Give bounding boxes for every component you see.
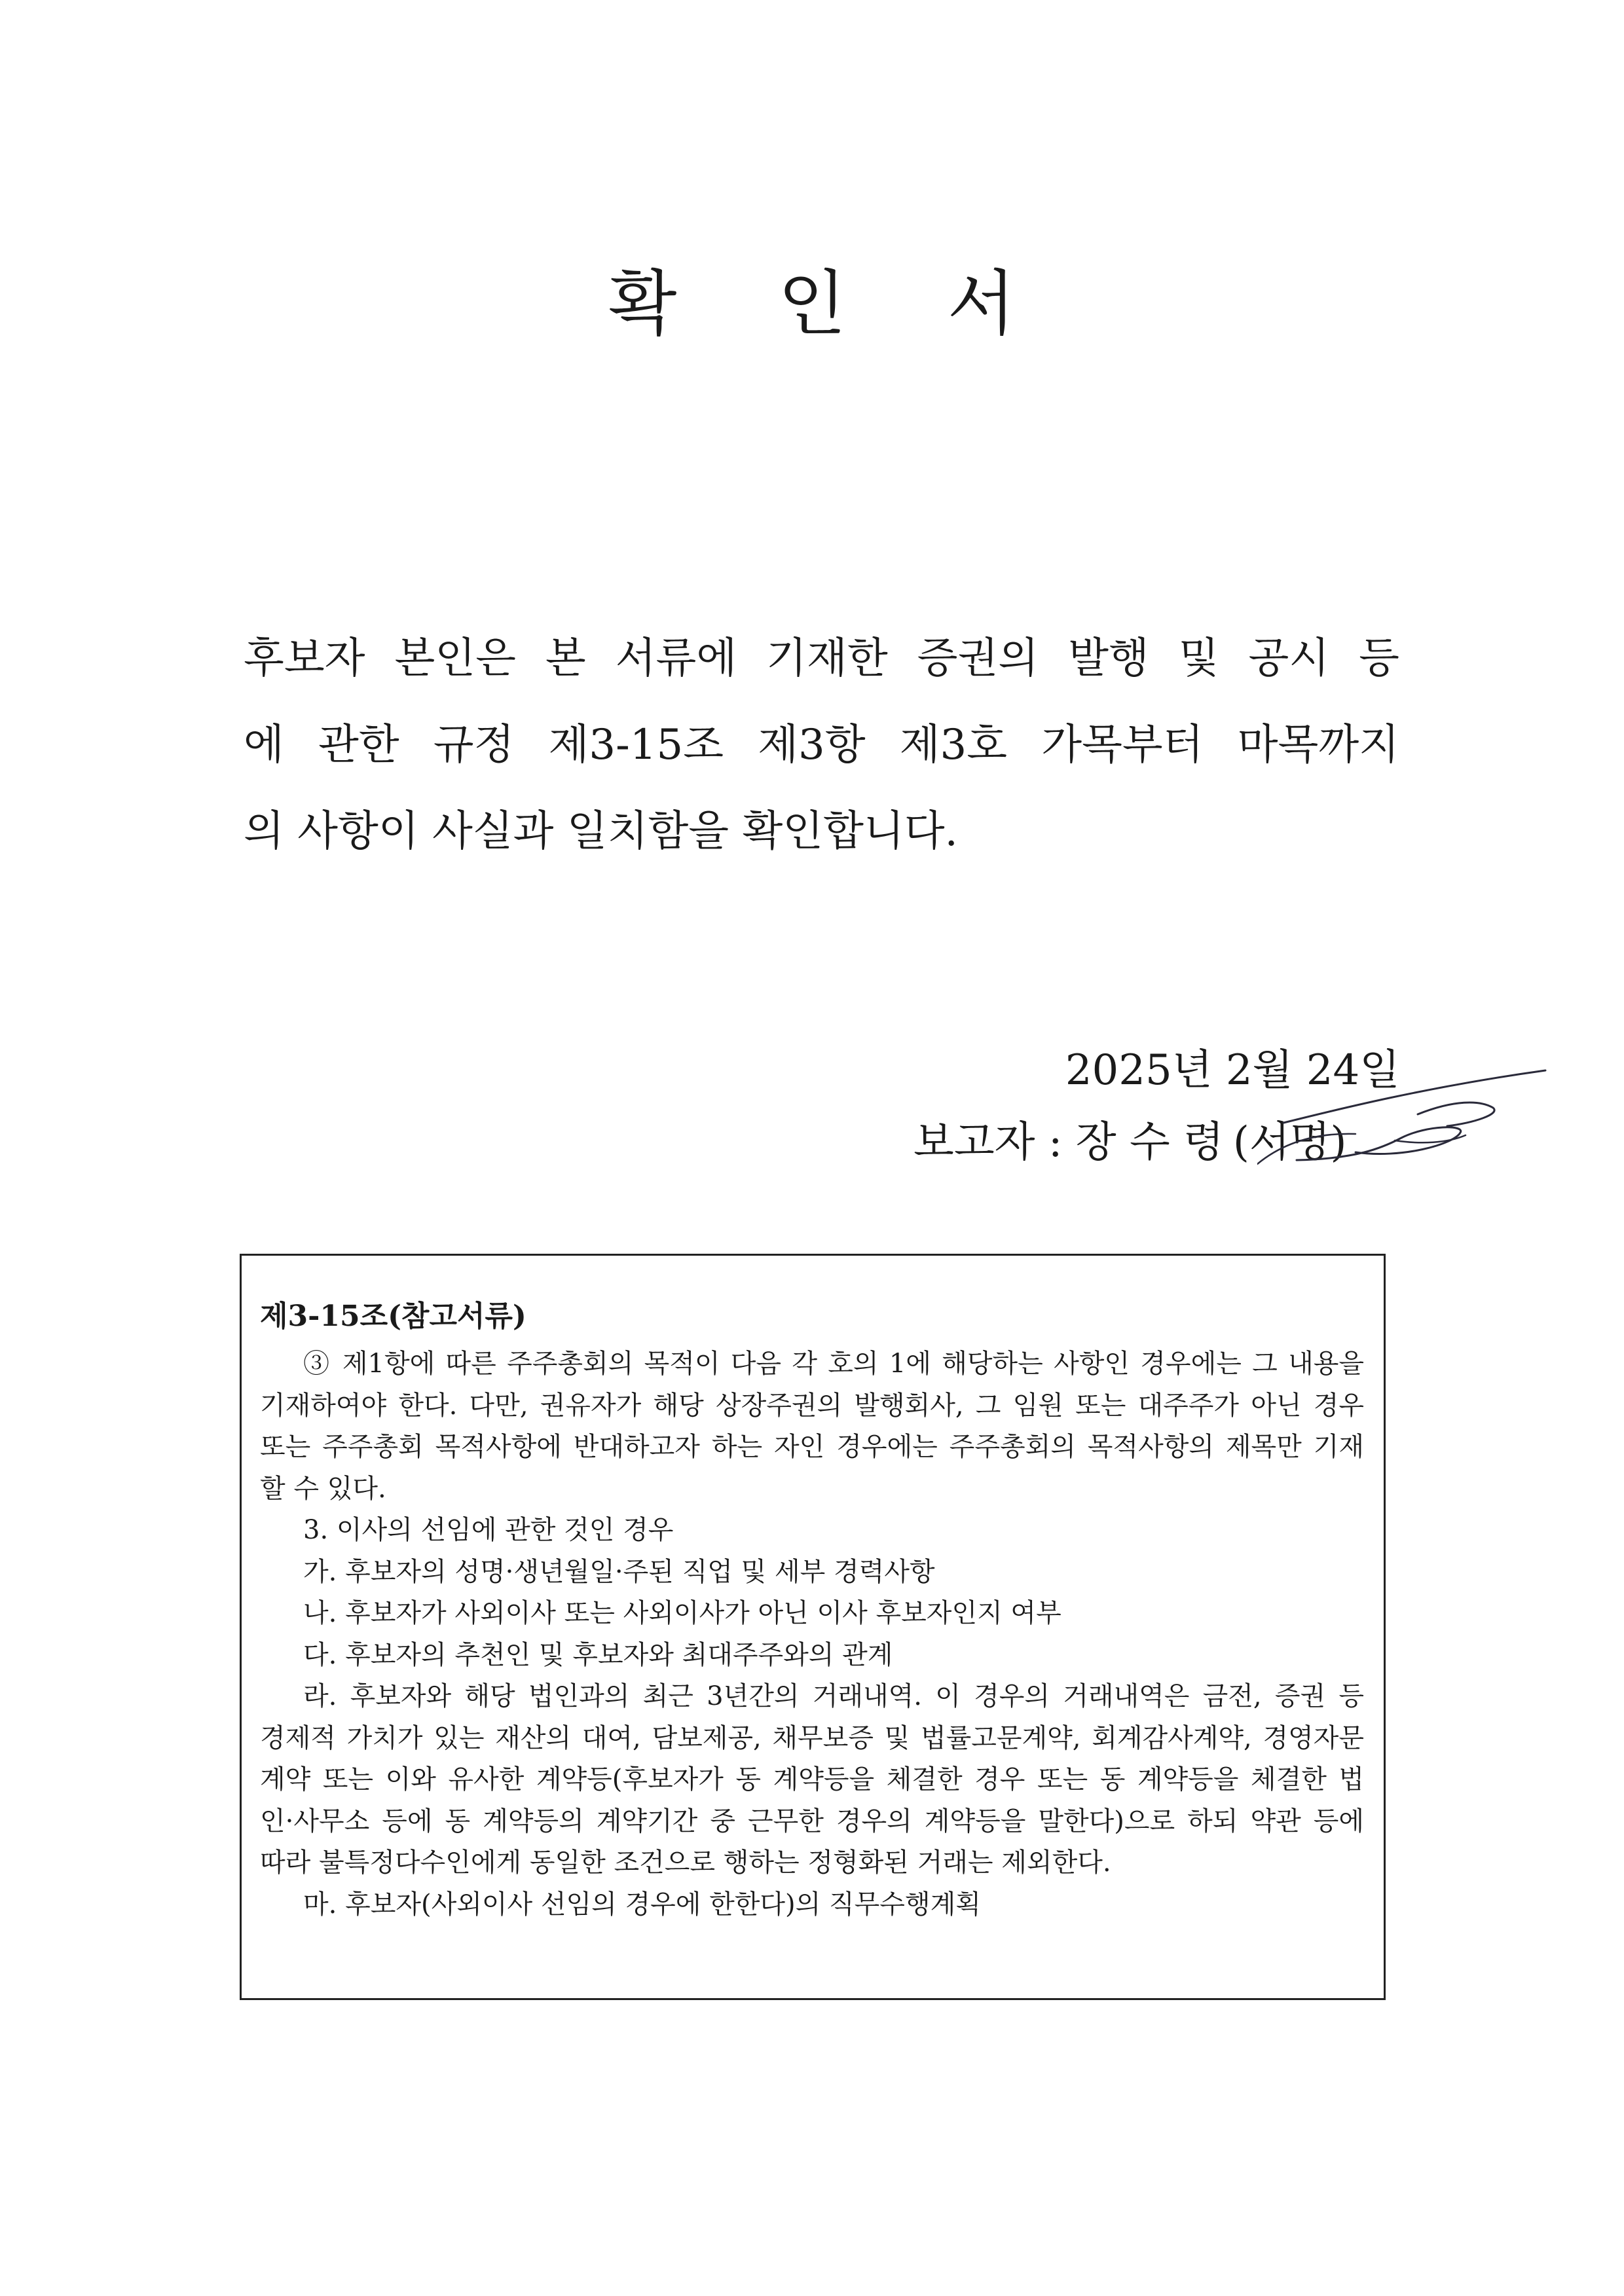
reference-line: 할 수 있다. — [260, 1473, 386, 1504]
reference-line: 가. 후보자의 성명·생년월일·주된 직업 및 세부 경력사항 — [303, 1556, 935, 1587]
reference-line: 다. 후보자의 추천인 및 후보자와 최대주주와의 관계 — [303, 1639, 893, 1670]
reference-line: 따라 불특정다수인에게 동일한 조건으로 행하는 정형화된 거래는 제외한다. — [260, 1848, 1111, 1878]
signature-label: (서명) — [1232, 1118, 1347, 1167]
confirmation-statement — [244, 615, 1399, 875]
reference-box — [240, 1254, 1386, 2000]
statement-line: 에 관한 규정 제3-15조 제3항 제3호 가목부터 마목까지 — [244, 721, 1399, 769]
reporter-name: 보고자 : 장 수 령 — [913, 1118, 1224, 1167]
statement-line: 후보자 본인은 본 서류에 기재한 증권의 발행 및 공시 등 — [244, 634, 1399, 683]
reference-line: 나. 후보자가 사외이사 또는 사외이사가 아닌 이사 후보자인지 여부 — [303, 1598, 1061, 1628]
statement-line: 의 사항이 사실과 일치함을 확인합니다. — [244, 807, 958, 856]
reference-line: 3. 이사의 선임에 관한 것인 경우 — [303, 1515, 674, 1545]
reference-line: 라. 후보자와 해당 법인과의 최근 3년간의 거래내역. 이 경우의 거래내역은 금전, 증권 등 — [303, 1681, 1364, 1711]
reference-line: 인·사무소 등에 동 계약등의 계약기간 중 근무한 경우의 계약등을 말한다)으로 하되 약관 등에 — [260, 1806, 1364, 1836]
reference-line: ③ 제1항에 따른 주주총회의 목적이 다음 각 호의 1에 해당하는 사항인 경우에는 그 내용을 — [303, 1349, 1364, 1379]
reference-line: 계약 또는 이와 유사한 계약등(후보자가 동 계약등을 체결한 경우 또는 동 계약등을 체결한 법 — [260, 1764, 1364, 1795]
document-date: 2025년 2월 24일 — [1065, 1046, 1400, 1095]
reference-line: 또는 주주총회 목적사항에 반대하고자 하는 자인 경우에는 주주총회의 목적사항의 제목만 기재 — [260, 1432, 1364, 1462]
reference-title: 제3-15조(참고서류) — [260, 1300, 526, 1333]
reference-line: 기재하여야 한다. 다만, 권유자가 해당 상장주권의 발행회사, 그 임원 또는 대주주가 아닌 경우 — [260, 1390, 1364, 1421]
reference-text — [260, 1343, 1364, 1925]
document-title: 확 인 서 — [608, 263, 1055, 345]
reference-line: 경제적 가치가 있는 재산의 대여, 담보제공, 채무보증 및 법률고문계약, 회계감사계약, 경영자문 — [260, 1722, 1364, 1753]
reference-line: 마. 후보자(사외이사 선임의 경우에 한한다)의 직무수행계획 — [303, 1889, 981, 1920]
handwritten-signature — [1257, 1061, 1559, 1192]
